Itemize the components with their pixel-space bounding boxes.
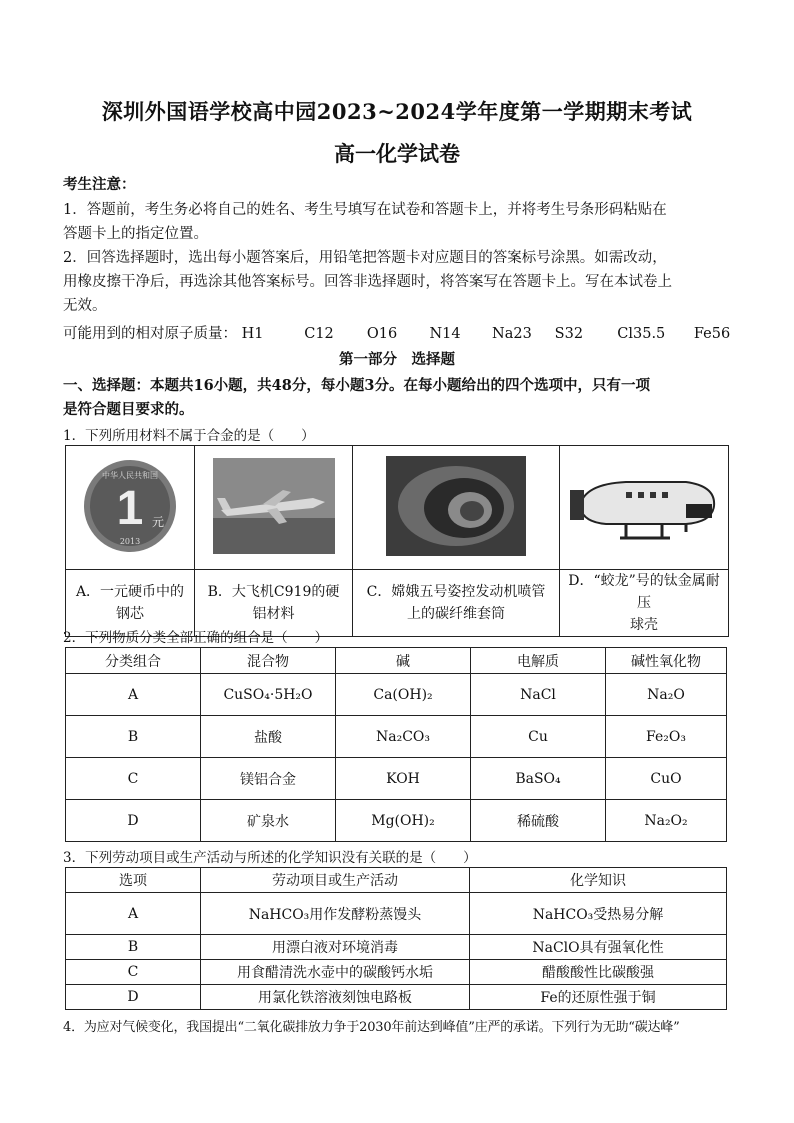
table-header: 碱性氧化物: [606, 648, 727, 674]
notice-heading: 考生注意：: [63, 176, 136, 193]
table-cell: Na₂O₂: [606, 800, 727, 842]
table-header: 化学知识: [470, 868, 727, 893]
table-cell: C: [66, 758, 201, 800]
notice-item2-line3: 无效。: [63, 298, 107, 314]
atomic-mass-item: Cl35.5: [617, 326, 666, 342]
table-row: [66, 716, 727, 758]
table-cell: NaClO具有强氧化性: [470, 935, 727, 960]
table-cell: B: [66, 935, 201, 960]
table-cell: KOH: [336, 758, 471, 800]
table-row: [66, 674, 727, 716]
q1-option-d-line1: D．“蛟龙”号的钛金属耐压: [568, 573, 720, 611]
coin-value: 1: [116, 481, 144, 535]
table-cell: B: [66, 716, 201, 758]
table-cell: 矿泉水: [201, 800, 336, 842]
coin-image: [80, 456, 180, 556]
q1-option-a-line2: 钢芯: [116, 606, 144, 622]
table-header: 碱: [336, 648, 471, 674]
notice-item1-line2: 答题卡上的指定位置。: [63, 226, 208, 242]
table-cell: NaHCO₃用作发酵粉蒸馒头: [201, 893, 470, 935]
table-cell: Fe₂O₃: [606, 716, 727, 758]
q1-image-c: [353, 446, 560, 570]
atomic-mass-label: 可能用到的相对原子质量：: [63, 326, 237, 342]
table-row: [66, 960, 727, 985]
aircraft-image: [213, 458, 335, 554]
q3-table: [65, 867, 727, 1010]
table-row: [66, 893, 727, 935]
table-cell: 用食醋清洗水壶中的碳酸钙水垢: [201, 960, 470, 985]
table-cell: NaCl: [471, 674, 606, 716]
q1-options-table: [65, 445, 729, 637]
table-cell: A: [66, 893, 201, 935]
exam-title: 深圳外国语学校高中园2023~2024学年度第一学期期末考试: [101, 99, 693, 124]
table-cell: 稀硫酸: [471, 800, 606, 842]
submarine-image: [566, 456, 722, 556]
nozzle-image: [386, 456, 526, 556]
q1-stem: 1．下列所用材料不属于合金的是（ ）: [63, 428, 315, 444]
atomic-mass-item: C12: [304, 326, 334, 342]
table-cell: 用漂白液对环境消毒: [201, 935, 470, 960]
notice-item1-line1: 1．答题前，考生务必将自己的姓名、考生号填写在试卷和答题卡上，并将考生号条形码粘贴在: [63, 202, 667, 218]
table-cell: C: [66, 960, 201, 985]
q1-option-b-line2: 铝材料: [252, 606, 295, 622]
table-cell: Na₂O: [606, 674, 727, 716]
table-cell: 镁铝合金: [201, 758, 336, 800]
table-header-row: [66, 868, 727, 893]
table-row: [66, 758, 727, 800]
q1-option-d: [560, 570, 729, 637]
atomic-mass-item: Fe56: [693, 326, 731, 342]
table-header-row: [66, 648, 727, 674]
table-cell: Fe的还原性强于铜: [470, 985, 727, 1010]
table-cell: A: [66, 674, 201, 716]
notice-item2-line1: 2．回答选择题时，选出每小题答案后，用铅笔把答题卡对应题目的答案标号涂黑。如需改动，: [63, 250, 667, 266]
q1-option-d-line2: 球壳: [630, 617, 658, 633]
part1-instruction-line1: 一、选择题：本题共16小题，共48分，每小题3分。在每小题给出的四个选项中，只有一项: [63, 377, 650, 394]
coin-unit: 元: [152, 514, 165, 529]
table-cell: BaSO₄: [471, 758, 606, 800]
table-header: 分类组合: [66, 648, 201, 674]
table-cell: Cu: [471, 716, 606, 758]
atomic-mass-item: Na23: [492, 326, 532, 342]
table-header: 电解质: [471, 648, 606, 674]
atomic-mass-item: O16: [366, 326, 398, 342]
table-cell: 盐酸: [201, 716, 336, 758]
table-header: 劳动项目或生产活动: [201, 868, 470, 893]
table-cell: Ca(OH)₂: [336, 674, 471, 716]
exam-subtitle: 高一化学试卷: [334, 141, 460, 166]
q1-option-a-line1: A．一元硬币中的: [75, 584, 185, 600]
q1-image-a: [66, 446, 195, 570]
coin-text: 中华人民共和国: [102, 470, 158, 480]
notice-item2-line2: 用橡皮擦干净后，再选涂其他答案标号。回答非选择题时，将答案写在答题卡上。写在本试卷上: [63, 274, 672, 290]
table-cell: Mg(OH)₂: [336, 800, 471, 842]
table-header: 混合物: [201, 648, 336, 674]
coin-year: 2013: [119, 536, 141, 546]
table-row: [66, 985, 727, 1010]
q2-stem: 2．下列物质分类全部正确的组合是（ ）: [63, 630, 329, 646]
atomic-mass-line: [63, 322, 730, 343]
table-cell: D: [66, 800, 201, 842]
part1-heading: 第一部分 选择题: [339, 351, 455, 368]
table-cell: 醋酸酸性比碳酸强: [470, 960, 727, 985]
q1-option-c: [353, 570, 560, 637]
q1-image-b: [195, 446, 353, 570]
q1-image-d: [560, 446, 729, 570]
part1-instruction-line2: 是符合题目要求的。: [63, 401, 194, 418]
q4-stem: 4．为应对气候变化，我国提出“二氧化碳排放力争于2030年前达到峰值”庄严的承诺。下列行为无助“碳达峰”: [63, 1020, 680, 1035]
q1-option-c-line2: 上的碳纤维套筒: [407, 606, 505, 622]
table-row: [66, 935, 727, 960]
atomic-mass-item: H1: [241, 326, 264, 342]
table-cell: CuO: [606, 758, 727, 800]
q1-option-b-line1: B．大飞机C919的硬: [207, 584, 340, 600]
atomic-mass-item: S32: [554, 326, 584, 342]
table-cell: Na₂CO₃: [336, 716, 471, 758]
table-row: [66, 800, 727, 842]
table-cell: 用氯化铁溶液刻蚀电路板: [201, 985, 470, 1010]
q2-table: [65, 647, 727, 842]
table-cell: CuSO₄·5H₂O: [201, 674, 336, 716]
atomic-mass-item: N14: [429, 326, 461, 342]
q1-option-c-line1: C．嫦娥五号姿控发动机喷管: [366, 584, 546, 600]
q3-stem: 3．下列劳动项目或生产活动与所述的化学知识没有关联的是（ ）: [63, 850, 477, 866]
table-cell: NaHCO₃受热易分解: [470, 893, 727, 935]
table-header: 选项: [66, 868, 201, 893]
table-cell: D: [66, 985, 201, 1010]
